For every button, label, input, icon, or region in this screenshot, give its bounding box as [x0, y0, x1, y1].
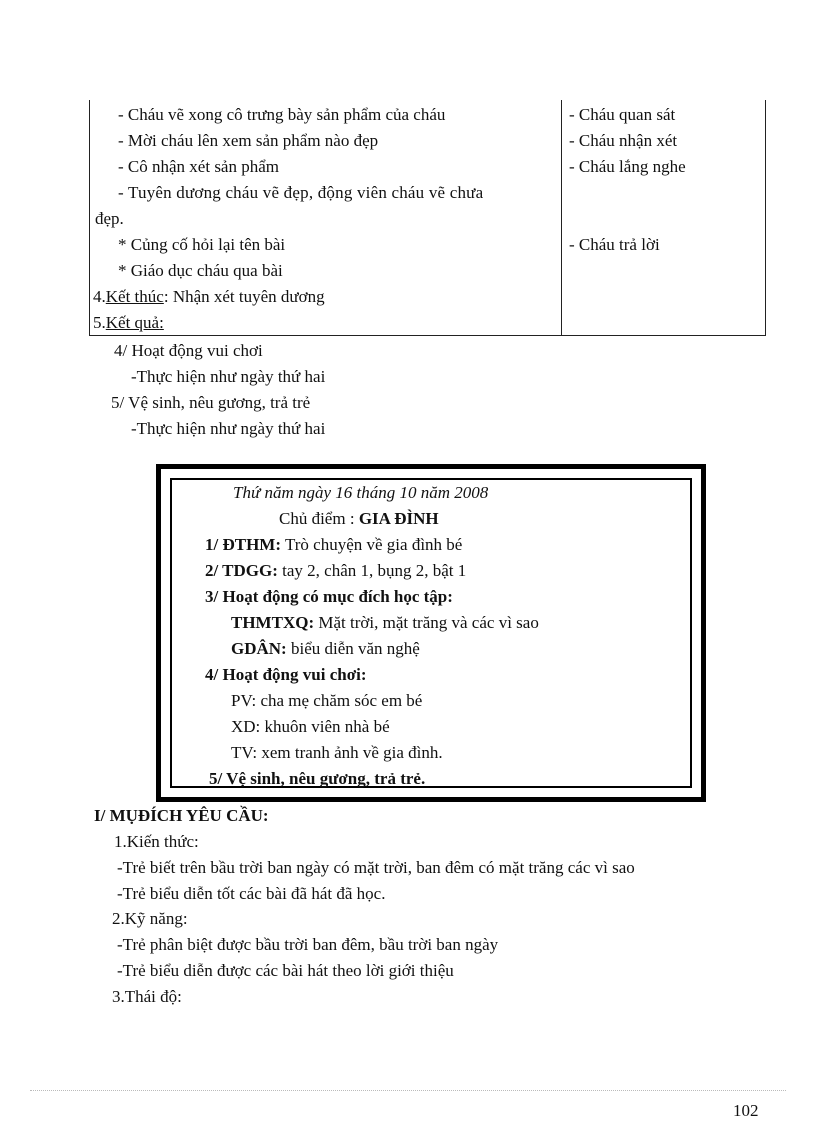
ket-qua-line — [93, 313, 164, 333]
table-column-divider — [561, 100, 562, 335]
hoat-dong-vui-choi-body: -Thực hiện như ngày thứ hai — [131, 367, 326, 386]
ket-thuc-colon: : — [163, 287, 169, 306]
box-gdan-label: GDÂN: — [231, 639, 287, 658]
box-hoat-dong-hoc-tap: 3/ Hoạt động có mục đích học tập: — [205, 587, 453, 606]
box-thmtxq-value: Mặt trời, mặt trăng và các vì sao — [314, 613, 539, 632]
kien-thuc-item-1: -Trẻ biết trên bầu trời ban ngày có mặt trời, ban đêm có mặt trăng các vì sao — [117, 858, 635, 877]
table-left-line-2: - Mời cháu lên xem sản phẩm nào đẹp — [118, 131, 379, 150]
box-ve-sinh: 5/ Vệ sinh, nêu gương, trả trẻ. — [209, 769, 426, 788]
box-theme-label: Chủ điểm : — [279, 509, 359, 528]
activity-table — [89, 100, 766, 336]
ve-sinh-body: -Thực hiện như ngày thứ hai — [131, 419, 326, 438]
box-hoat-dong-vui-choi: 4/ Hoạt động vui chơi: — [205, 665, 367, 684]
box-thmtxq-label: THMTXQ: — [231, 613, 315, 632]
table-left-line-5: đẹp. — [95, 209, 124, 228]
box-theme-value: GIA ĐÌNH — [358, 509, 439, 528]
box-dthm-value: Trò chuyện về gia đình bé — [281, 535, 463, 554]
ket-thuc-label: Kết thúc — [105, 287, 164, 306]
ket-thuc-line — [93, 287, 325, 307]
box-tv: TV: xem tranh ảnh về gia đình. — [231, 743, 443, 762]
ket-thuc-text: Nhận xét tuyên dương — [172, 287, 325, 306]
box-tdgg-line — [205, 561, 466, 581]
table-left-line-1: - Cháu vẽ xong cô trưng bày sản phẩm của cháu — [118, 105, 446, 124]
ky-nang-heading: 2.Kỹ năng: — [112, 909, 188, 928]
table-left-line-7: * Giáo dục cháu qua bài — [118, 261, 283, 280]
heading-hoat-dong-vui-choi: 4/ Hoạt động vui chơi — [114, 341, 263, 360]
ket-thuc-prefix: 4. — [93, 287, 106, 306]
box-xd: XD: khuôn viên nhà bé — [231, 717, 390, 736]
box-dthm-line — [205, 535, 462, 555]
box-tdgg-value: tay 2, chân 1, bụng 2, bật 1 — [277, 561, 467, 580]
heading-ve-sinh: 5/ Vệ sinh, nêu gương, trả trẻ — [111, 393, 311, 412]
section-heading: I/ MỤĐÍCH YÊU CẦU: — [94, 806, 269, 825]
box-gdan-line — [231, 639, 420, 659]
box-dthm-label: 1/ ĐTHM: — [205, 535, 282, 554]
table-left-line-3: - Cô nhận xét sản phẩm — [118, 157, 279, 176]
ket-qua-label: Kết quả — [105, 313, 160, 332]
page-number: 102 — [733, 1101, 759, 1120]
ket-qua-colon: : — [159, 313, 164, 332]
table-left-line-4: - Tuyên dương cháu vẽ đẹp, động viên cháu vẽ chưa — [118, 183, 484, 202]
table-right-line-2: - Cháu nhận xét — [569, 131, 678, 150]
box-pv: PV: cha mẹ chăm sóc em bé — [231, 691, 423, 710]
kien-thuc-item-2: -Trẻ biểu diễn tốt các bài đã hát đã học. — [117, 884, 386, 903]
footer-rule — [30, 1090, 786, 1091]
box-gdan-value: biểu diễn văn nghệ — [286, 639, 420, 658]
ky-nang-item-1: -Trẻ phân biệt được bầu trời ban đêm, bầu trời ban ngày — [117, 935, 499, 954]
box-date: Thứ năm ngày 16 tháng 10 năm 2008 — [233, 483, 489, 502]
kien-thuc-heading: 1.Kiến thức: — [114, 832, 199, 851]
table-left-line-6: * Củng cố hỏi lại tên bài — [118, 235, 286, 254]
table-right-line-3: - Cháu lắng nghe — [569, 157, 686, 176]
ky-nang-item-2: -Trẻ biểu diễn được các bài hát theo lời giới thiệu — [117, 961, 454, 980]
box-theme-line — [279, 509, 439, 529]
thai-do-heading: 3.Thái độ: — [112, 987, 182, 1006]
box-thmtxq-line — [231, 613, 539, 633]
box-tdgg-label: 2/ TDGG: — [205, 561, 278, 580]
daily-plan-box — [156, 464, 706, 802]
table-right-line-4: - Cháu trả lời — [569, 235, 660, 254]
table-right-line-1: - Cháu quan sát — [569, 105, 676, 124]
ket-qua-prefix: 5. — [93, 313, 106, 332]
